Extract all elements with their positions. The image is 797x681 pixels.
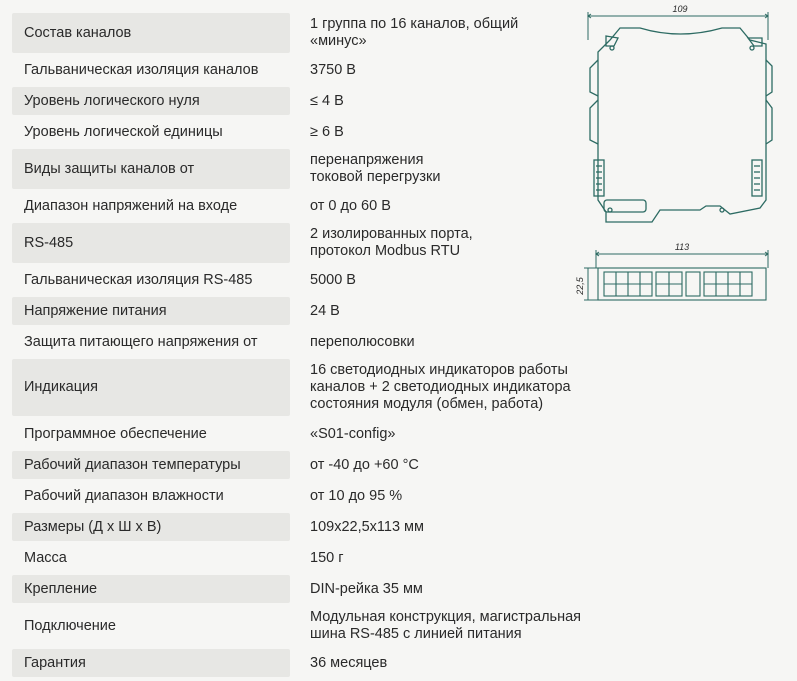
spec-label: Гальваническая изоляция RS-485 [24, 271, 253, 288]
spec-row [12, 575, 602, 603]
spec-label: Программное обеспечение [24, 425, 207, 442]
dim-height-label: 22,5 [575, 277, 585, 295]
spec-label: RS-485 [12, 223, 290, 263]
spec-row [12, 328, 602, 356]
spec-value: 109x22,5x113 мм [310, 518, 424, 535]
spec-label: Индикация [12, 359, 290, 416]
spec-value: DIN-рейка 35 мм [310, 580, 423, 597]
spec-row [12, 297, 602, 325]
device-drawing [560, 0, 797, 330]
spec-value: 24 В [310, 302, 340, 319]
spec-label: Крепление [12, 575, 290, 603]
spec-value: 2 изолированных порта, протокол Modbus RTU [310, 226, 473, 259]
spec-label: Гарантия [12, 649, 290, 677]
spec-row [12, 192, 602, 220]
spec-row [12, 482, 602, 510]
spec-row [12, 451, 602, 479]
spec-row [12, 118, 602, 146]
spec-label: Виды защиты каналов от [12, 149, 290, 189]
spec-row [12, 13, 602, 53]
spec-value: 16 светодиодных индикаторов работы каналов + 2 светодиодных индикатора состояния модуля (обмен, работа) [310, 362, 571, 412]
spec-row [12, 606, 602, 646]
spec-label: Рабочий диапазон влажности [24, 487, 224, 504]
spec-value: 36 месяцев [310, 654, 388, 671]
spec-value: ≥ 6 В [310, 123, 344, 140]
spec-table [12, 13, 602, 680]
spec-row [12, 649, 602, 677]
spec-value: «S01-config» [310, 425, 396, 442]
spec-value: от 0 до 60 В [310, 197, 391, 214]
spec-value: перенапряжения токовой перегрузки [310, 152, 441, 185]
spec-value: ≤ 4 В [310, 92, 344, 109]
spec-label: Уровень логической единицы [24, 123, 223, 140]
spec-row [12, 513, 602, 541]
spec-label: Состав каналов [12, 13, 290, 53]
spec-value: Модульная конструкция, магистральная шина RS-485 с линией питания [310, 609, 582, 642]
dim-width-label: 109 [672, 4, 688, 14]
spec-value: от -40 до +60 °С [310, 456, 419, 473]
spec-label: Размеры (Д x Ш x В) [12, 513, 290, 541]
spec-value: 3750 В [310, 61, 356, 78]
spec-label: Рабочий диапазон температуры [12, 451, 290, 479]
spec-row [12, 56, 602, 84]
spec-label: Напряжение питания [12, 297, 290, 325]
spec-row [12, 544, 602, 572]
dim-length-label: 113 [674, 242, 690, 252]
spec-value: 150 г [310, 549, 344, 566]
spec-label: Подключение [24, 617, 116, 634]
spec-value: 1 группа по 16 каналов, общий «минус» [310, 16, 519, 49]
spec-row [12, 223, 602, 263]
spec-row [12, 149, 602, 189]
side-profile [590, 28, 772, 222]
spec-label: Уровень логического нуля [12, 87, 290, 115]
spec-value: 5000 В [310, 271, 356, 288]
spec-value: переполюсовки [310, 333, 415, 350]
spec-label: Масса [24, 549, 67, 566]
spec-row [12, 266, 602, 294]
spec-label: Диапазон напряжений на входе [24, 197, 238, 214]
top-view [598, 268, 766, 300]
spec-row [12, 359, 602, 416]
spec-label: Гальваническая изоляция каналов [24, 61, 259, 78]
spec-value: от 10 до 95 % [310, 487, 403, 504]
spec-row [12, 420, 602, 448]
spec-row [12, 87, 602, 115]
spec-label: Защита питающего напряжения от [24, 333, 258, 350]
